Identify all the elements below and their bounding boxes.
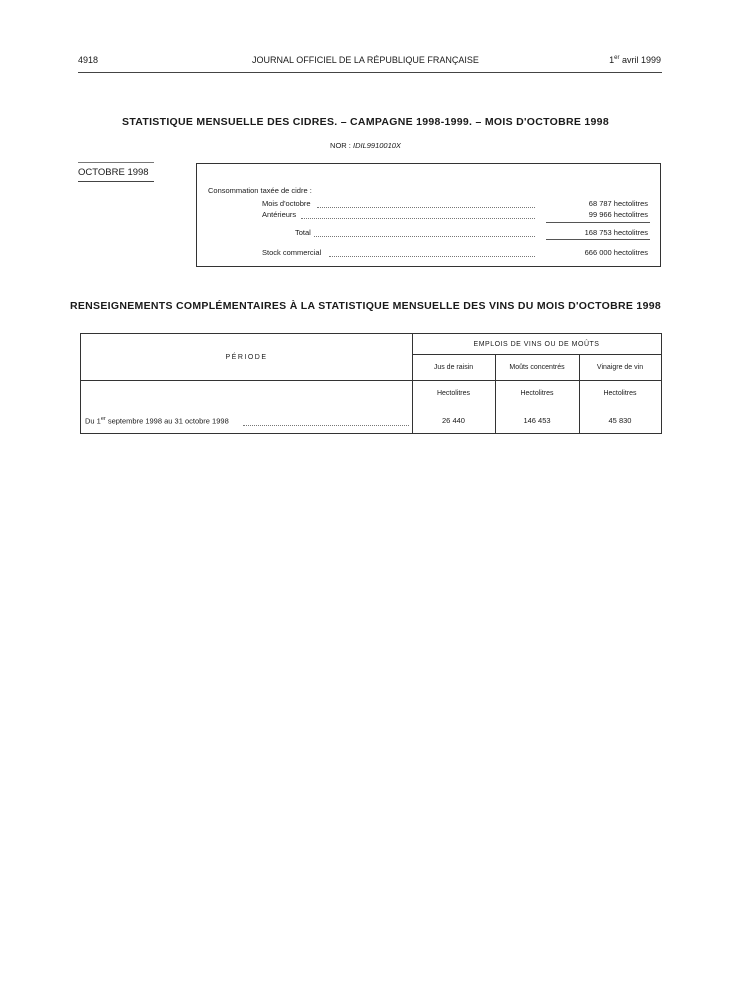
anterieurs-value: 99 966 hectolitres: [588, 210, 648, 219]
anterieurs-label: Antérieurs: [262, 210, 297, 219]
nor-code: IDIL9910010X: [352, 141, 401, 150]
row-period-label: [85, 416, 229, 426]
mois-leader: [317, 207, 535, 208]
total-underline: [546, 239, 650, 240]
cidre-statistics-box: [196, 163, 661, 267]
row-period-pre: Du 1: [85, 416, 101, 426]
stock-label: Stock commercial: [262, 248, 322, 257]
vins-title: RENSEIGNEMENTS COMPLÉMENTAIRES À LA STATISTIQUE MENSUELLE DES VINS DU MOIS D'OCTOBRE 1998: [69, 300, 661, 312]
row-leader: [243, 425, 409, 426]
journal-title: JOURNAL OFFICIEL DE LA RÉPUBLIQUE FRANÇAISE: [252, 55, 479, 65]
stock-value: 666 000 hectolitres: [584, 248, 648, 257]
month-rule-top: [78, 162, 154, 163]
header-rule: [78, 72, 662, 73]
unit-mouts: Hectolitres: [520, 390, 554, 397]
unit-vinaigre: Hectolitres: [603, 390, 637, 397]
mois-value: 68 787 hectolitres: [588, 199, 648, 208]
nor-prefix: NOR :: [330, 141, 351, 150]
consommation-label: Consommation taxée de cidre :: [208, 186, 312, 195]
column-header-mouts: Moûts concentrés: [509, 364, 565, 371]
cidres-title: STATISTIQUE MENSUELLE DES CIDRES. – CAMPAGNE 1998-1999. – MOIS D'OCTOBRE 1998: [122, 116, 609, 128]
column-header-vinaigre: Vinaigre de vin: [596, 364, 644, 371]
unit-jus: Hectolitres: [436, 390, 471, 397]
nor-reference: [0, 141, 731, 150]
value-mouts: 146 453: [523, 416, 551, 425]
emplois-header: EMPLOIS DE VINS OU DE MOÛTS: [473, 341, 600, 348]
total-label: Total: [295, 228, 311, 237]
periode-header: PÉRIODE: [225, 354, 268, 361]
anterieurs-leader: [301, 218, 535, 219]
date-sup: er: [614, 55, 620, 61]
month-label: OCTOBRE 1998: [78, 167, 149, 178]
total-value: 168 753 hectolitres: [584, 228, 648, 237]
stock-leader: [329, 256, 535, 257]
publication-date: [609, 55, 661, 65]
date-rest: avril 1999: [619, 55, 661, 65]
emplois-rule: [412, 354, 661, 355]
header-bottom-rule: [81, 380, 661, 381]
page-number: 4918: [78, 55, 99, 65]
mois-label: Mois d'octobre: [262, 199, 311, 208]
value-vinaigre: 45 830: [608, 416, 632, 425]
date-day: 1: [609, 55, 615, 65]
value-jus: 26 440: [442, 416, 465, 425]
column-header-jus: Jus de raisin: [433, 364, 474, 371]
month-rule-bottom: [78, 181, 154, 182]
total-leader: [314, 236, 535, 237]
total-separator: [546, 222, 650, 223]
row-period-post: septembre 1998 au 31 octobre 1998: [105, 416, 229, 426]
vins-table: [80, 333, 662, 434]
row-period-sup: er: [100, 416, 106, 422]
